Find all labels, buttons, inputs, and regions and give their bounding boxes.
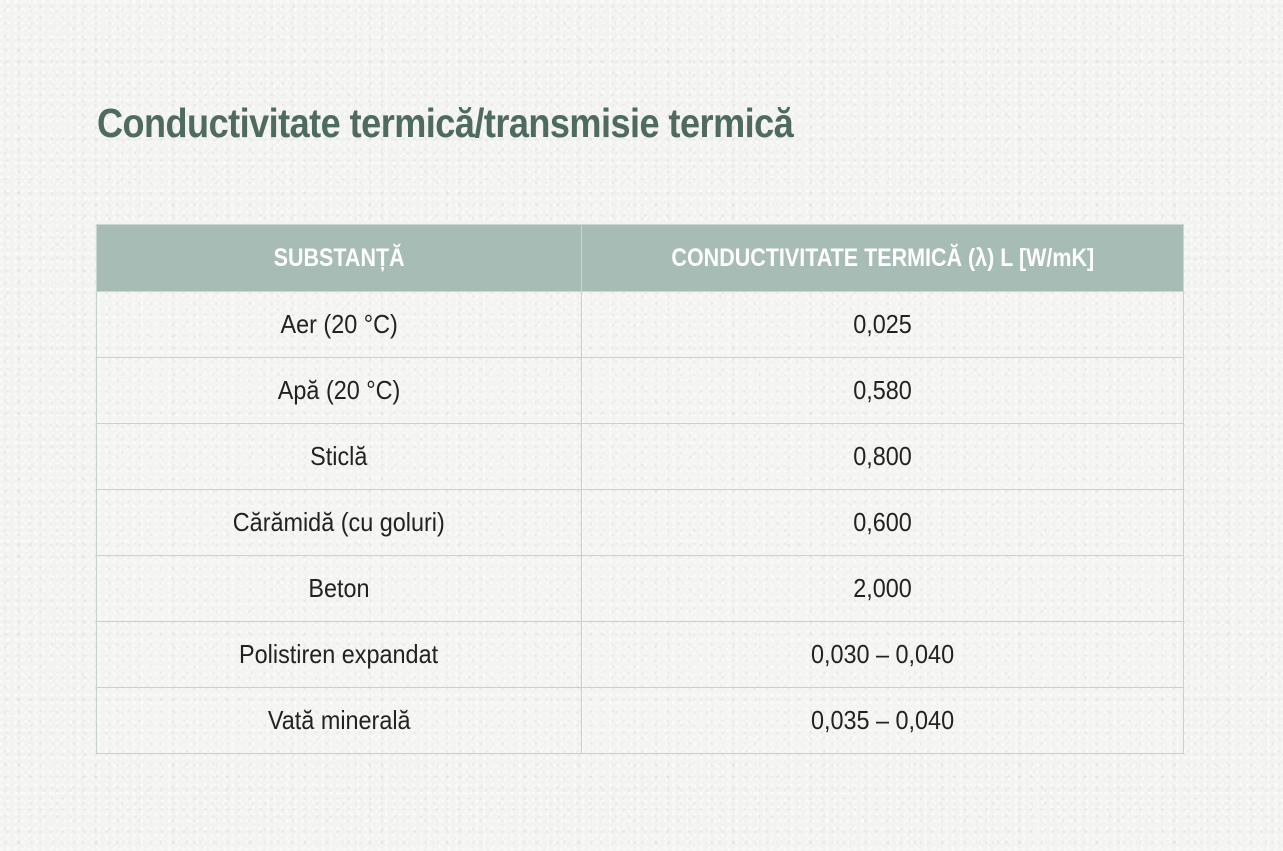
table-header-row — [97, 225, 1184, 292]
substance-name: Apă (20 °C) — [277, 375, 401, 405]
substance-cell — [97, 292, 582, 358]
substance-name: Sticlă — [310, 441, 368, 471]
conductivity-value: 0,025 — [853, 309, 912, 339]
conductivity-cell — [582, 358, 1184, 424]
conductivity-value: 0,600 — [853, 507, 912, 537]
table-row — [97, 424, 1184, 490]
substance-name: Cărămidă (cu goluri) — [233, 507, 445, 537]
conductivity-value: 0,035 – 0,040 — [810, 705, 955, 735]
substance-cell — [97, 688, 582, 754]
table-row — [97, 556, 1184, 622]
substance-cell — [97, 622, 582, 688]
substance-name: Aer (20 °C) — [280, 309, 398, 339]
substance-name: Beton — [308, 573, 370, 603]
conductivity-value: 2,000 — [853, 573, 912, 603]
substance-cell — [97, 424, 582, 490]
table-row — [97, 490, 1184, 556]
conductivity-cell — [582, 688, 1184, 754]
substance-name: Polistiren expandat — [239, 639, 439, 669]
conductivity-cell — [582, 556, 1184, 622]
conductivity-cell — [582, 424, 1184, 490]
table-row — [97, 358, 1184, 424]
substance-cell — [97, 556, 582, 622]
substance-cell — [97, 358, 582, 424]
conductivity-table — [96, 224, 1184, 754]
conductivity-cell — [582, 490, 1184, 556]
conductivity-value: 0,030 – 0,040 — [810, 639, 955, 669]
conductivity-value: 0,800 — [853, 441, 912, 471]
conductivity-value: 0,580 — [853, 375, 912, 405]
substance-cell — [97, 490, 582, 556]
table-row — [97, 292, 1184, 358]
table-row — [97, 622, 1184, 688]
header-substance-label: SUBSTANȚĂ — [273, 243, 405, 272]
conductivity-cell — [582, 292, 1184, 358]
substance-name: Vată minerală — [267, 705, 411, 735]
conductivity-cell — [582, 622, 1184, 688]
table-row — [97, 688, 1184, 754]
header-conductivity-label: CONDUCTIVITATE TERMICĂ (λ) L [W/mK] — [671, 243, 1094, 272]
page-title: Conductivitate termică/transmisie termică — [97, 100, 794, 146]
header-conductivity — [582, 225, 1184, 292]
header-substance — [97, 225, 582, 292]
